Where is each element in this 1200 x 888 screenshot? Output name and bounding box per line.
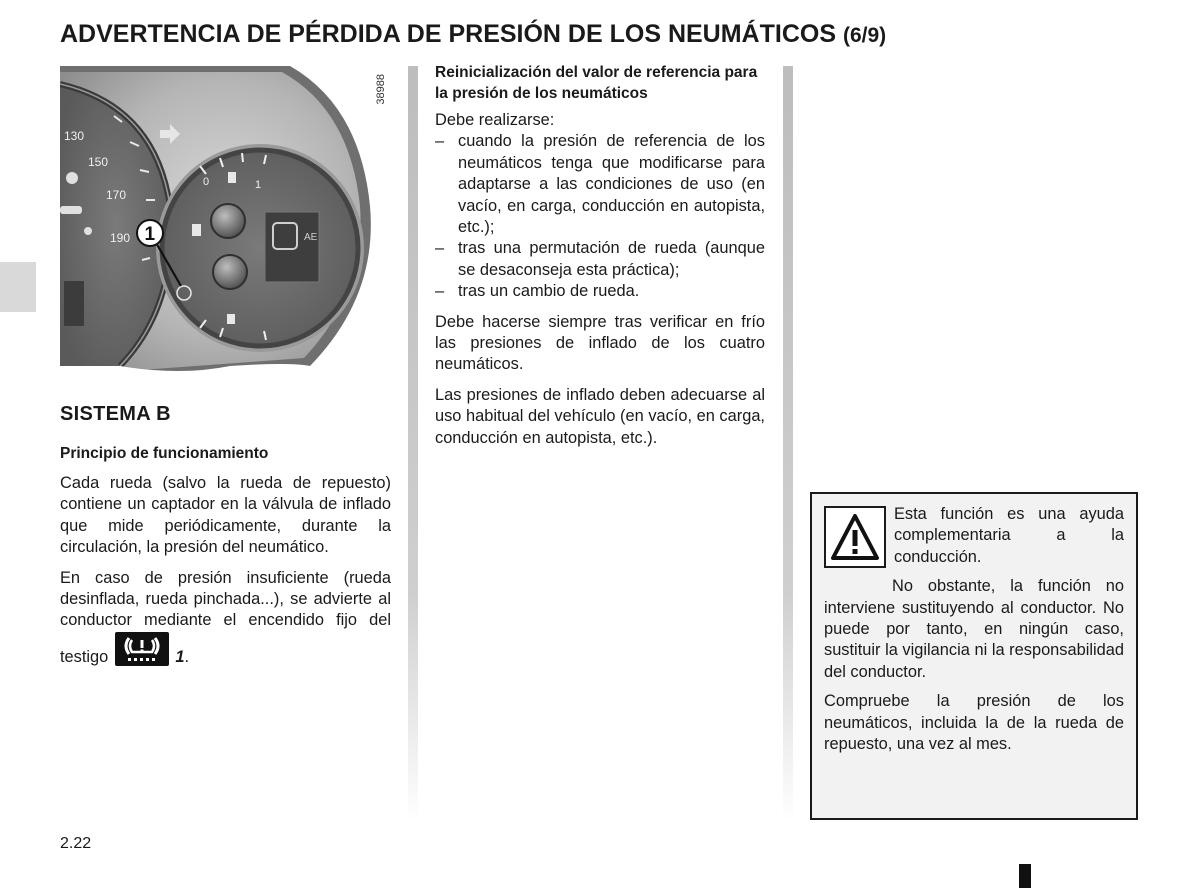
list-dash: – [435,282,445,301]
list-item [435,238,765,281]
instrument-cluster-figure [60,66,391,383]
list-item [435,131,765,238]
speed-label-130: 130 [64,129,85,143]
page-number: 2.22 [60,835,92,852]
paragraph-insufficient-pressure-text: En caso de presión insuficiente (rueda desinflada, rueda pinchada...), se advierte al conductor mediante el encendido fijo del testigo [60,568,391,666]
right-column [435,62,765,449]
page-edge-marker [1019,864,1031,888]
fuel-label-0: 0 [203,176,210,188]
title-text: ADVERTENCIA DE PÉRDIDA DE PRESIÓN DE LOS NEUMÁTICOS [60,20,837,48]
speed-label-190: 190 [110,231,131,245]
callout-label: 1 [144,224,156,245]
warning-note-box [810,492,1138,820]
svg-text:AE: AE [304,232,318,243]
column-divider-right [783,66,793,822]
gauge-knob-upper [211,204,245,238]
paragraph-adapt-pressures: Las presiones de inflado deben adecuarse al uso habitual del vehículo (en vacío, en carga, conducción en autopista, etc.). [435,385,765,447]
note-paragraph-monthly-check: Compruebe la presión de los neumáticos, incluida la de la rueda de repuesto, una vez al mes. [824,692,1124,754]
list-item [435,281,765,302]
list-dash: – [435,239,445,258]
gauge-knob-lower [213,255,247,289]
list-item-text: cuando la presión de referencia de los neumáticos tenga que modificarse para adaptarse a las condiciones de uso (en vacío, en carga, conducción en autopista, etc.); [458,132,765,237]
note-paragraph-aid: Esta función es una ayuda complementaria a la conducción. [894,505,1124,566]
page-title [60,20,886,49]
chapter-side-tab [0,262,36,312]
traction-icon [66,172,78,184]
paragraph-sensor: Cada rueda (salvo la rueda de repuesto) contiene un captador en la válvula de inflado que mide periódicamente, durante la circulación, la presión del neumático. [60,474,391,557]
subheading-reset: Reinicialización del valor de referencia para la presión de los neumáticos [435,64,758,102]
reference-suffix: . [184,647,190,666]
reference-1: 1 [175,647,185,666]
column-divider-left [408,66,418,822]
paragraph-insufficient-pressure [60,568,391,669]
odometer-display [64,281,84,326]
speed-label-150: 150 [88,155,109,169]
list-item-text: tras un cambio de rueda. [458,282,640,301]
warning-triangle-icon [824,506,886,568]
wrench-icon [60,206,82,214]
service-icon [84,227,92,235]
paragraph-must-be-done: Debe realizarse: [435,111,555,129]
list-item-text: tras una permutación de rueda (aunque se desaconseja esta práctica); [458,239,765,279]
note-paragraph-responsibility: No obstante, la función no interviene sustituyendo al conductor. No puede por tanto, en ningún caso, sustituir la vigilancia ni la responsabilidad del conductor. [824,577,1124,681]
figure-reference-number: 38988 [375,74,387,105]
speed-label-170: 170 [106,188,127,202]
instrument-cluster-illustration [60,66,391,383]
fuel-pump-icon [228,172,236,183]
coolant-temp-icon [227,314,235,324]
subheading-principle: Principio de funcionamiento [60,445,269,462]
section-title: SISTEMA B [60,403,171,425]
fuel-label-1: 1 [255,179,262,191]
paragraph-check-cold: Debe hacerse siempre tras verificar en frío las presiones de inflado de los cuatro neumáticos. [435,312,765,374]
left-column [60,66,391,668]
list-dash: – [435,132,445,151]
fuel-pump-icon-2 [192,224,201,236]
tyre-pressure-warning-icon [115,632,169,666]
title-page-ref: (6/9) [842,24,887,47]
